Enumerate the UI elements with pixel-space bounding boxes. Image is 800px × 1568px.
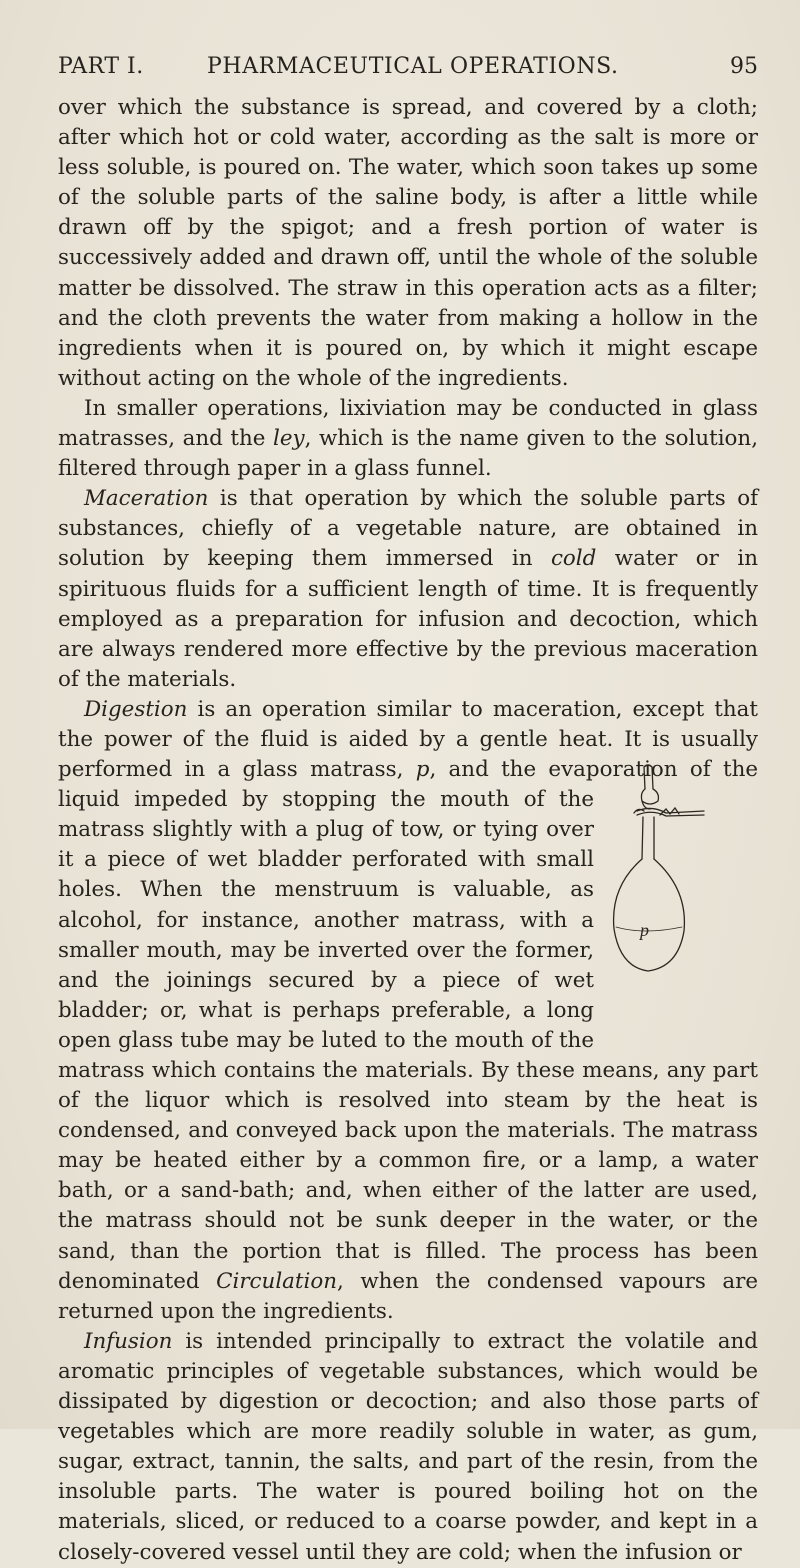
paragraph-smaller-operations: In smaller operations, lixiviation may be conducted in glass matrasses, and the ley, which is the name given to the solution, filtered through paper in a glass funnel. — [58, 395, 759, 482]
figure-label: p — [640, 920, 649, 941]
matrass-illustration-icon — [604, 759, 754, 1029]
term-digestion: Digestion — [84, 696, 188, 722]
paragraph-lixiviation-continued: over which the substance is spread, and covered by a cloth; after which hot or cold water, according as the salt is more or less soluble, is poured on. The water, which soon takes up some of the soluble parts of the saline body, is after a little while drawn off by the spigot; and a fresh portion of water is successively added and drawn off, until the whole of the soluble matter be dissolved. The straw in this operation acts as a filter; and the cloth prevents the water from making a hollow in the ingredients when it is poured on, by which it might escape without acting on the whole of the ingredients. — [58, 95, 758, 391]
term-infusion: Infusion — [84, 1328, 173, 1354]
running-title: PHARMACEUTICAL OPERATIONS. — [207, 54, 619, 79]
term-ley: ley — [273, 426, 305, 452]
term-maceration: Maceration — [84, 486, 209, 512]
body-text — [58, 93, 758, 1568]
paragraph-digestion: Digestion is an operation similar to maceration, except that the power of the fluid is aided by a gentle heat. It is usually performed in a glass matrass, p p, and the evaporation of the liquid impeded by stopping the mouth of the matrass slightly with a plug of tow, or tying over it a piece of wet bladder perforated with small holes. When the menstruum is valuable, as alcohol, for instance, another matrass, with a smaller mouth, may be inverted over the former, and the joinings secured by a piece of wet bladder; or, what is perhaps preferable, a long open glass tube may be luted to the mouth of the matrass which contains the materials. By these means, any part of the liquor which is resolved into steam by the heat is condensed, and conveyed back upon the materials. The matrass may be heated either by a common fire, or a lamp, a water bath, or a sand-bath; and, when either of the latter are used, the matrass should not be sunk deeper in the water, or the sand, than the portion that is filled. The process has been denominated Circulation, when the condensed vapours are returned upon the ingredients. — [58, 696, 758, 1324]
term-cold: cold — [550, 546, 597, 572]
part-label: PART I. — [58, 54, 144, 79]
matrass-figure — [604, 759, 754, 1039]
page-number: 95 — [730, 54, 758, 79]
running-header — [58, 54, 758, 84]
paragraph-maceration: Maceration is that operation by which the soluble parts of substances, chiefly of a vegetable nature, are obtained in solution by keeping them immersed in cold water or in spirituous fluids for a sufficient length of time. It is frequently employed as a preparation for infusion and decoction, which are always rendered more effective by the previous maceration of the materials. — [58, 486, 758, 692]
term-p: p — [415, 757, 430, 783]
term-circulation: Circulation — [216, 1268, 338, 1294]
paragraph-infusion: Infusion is intended principally to extract the volatile and aromatic principles of vegetable substances, which would be dissipated by digestion or decoction; and also those parts of vegetables which are more readily soluble in water, as gum, sugar, extract, tannin, the salts, and part of the resin, from the insoluble parts. The water is poured boiling hot on the materials, sliced, or reduced to a coarse powder, and kept in a closely-covered vessel until they are cold; when the infusion or — [58, 1328, 758, 1565]
